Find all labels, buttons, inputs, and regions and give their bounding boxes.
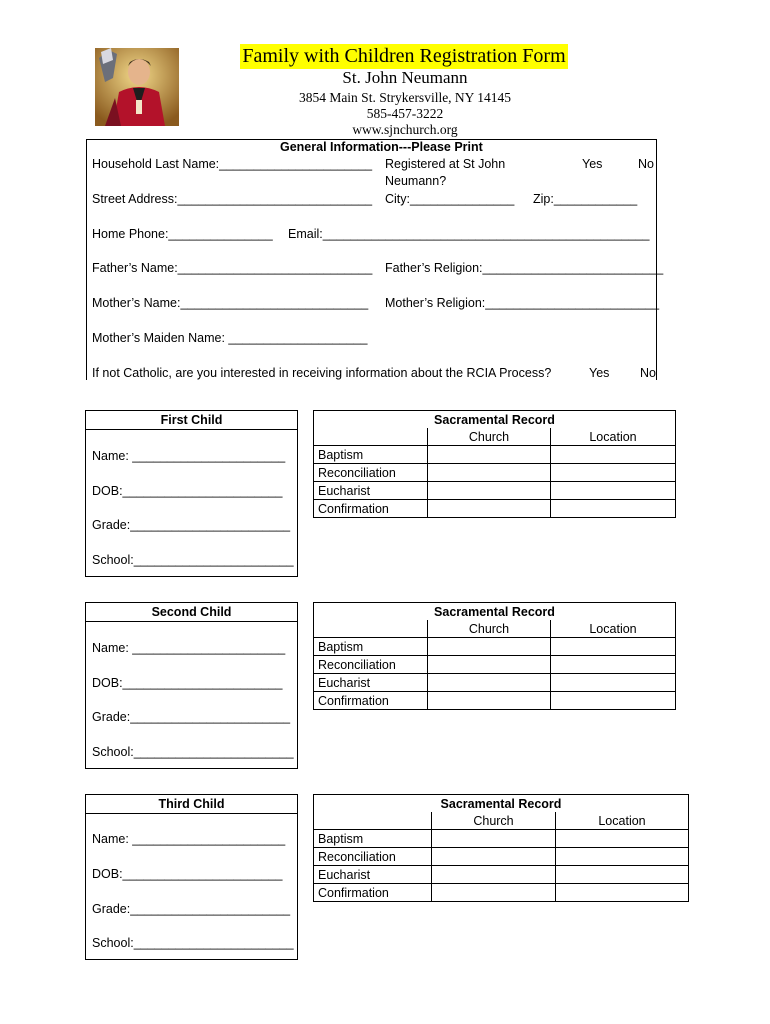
confirmation-label: Confirmation: [314, 500, 428, 518]
baptism-location-cell[interactable]: [551, 446, 676, 464]
baptism-label: Baptism: [314, 446, 428, 464]
sacrament-header-cell: [314, 620, 428, 638]
confirmation-location-cell[interactable]: [551, 500, 676, 518]
church-phone: 585-457-3222: [366, 106, 444, 121]
church-column-header: Church: [428, 620, 551, 638]
location-column-header: Location: [551, 428, 676, 446]
confirmation-church-cell[interactable]: [428, 692, 551, 710]
third-child-school-field[interactable]: School:_______________________: [92, 936, 294, 950]
sacramental-record-heading: Sacramental Record: [314, 411, 676, 429]
reconciliation-location-cell[interactable]: [556, 848, 689, 866]
first-child-name-field[interactable]: Name: ______________________: [92, 449, 286, 463]
registered-no-option[interactable]: No: [638, 157, 654, 171]
reconciliation-church-cell[interactable]: [428, 464, 551, 482]
eucharist-location-cell[interactable]: [556, 866, 689, 884]
eucharist-church-cell[interactable]: [428, 674, 551, 692]
first-child-heading: First Child: [85, 410, 298, 430]
church-column-header: Church: [432, 812, 556, 830]
church-column-header: Church: [428, 428, 551, 446]
church-name: St. John Neumann: [342, 68, 468, 87]
baptism-location-cell[interactable]: [556, 830, 689, 848]
confirmation-label: Confirmation: [314, 884, 432, 902]
first-child-dob-field[interactable]: DOB:_______________________: [92, 484, 283, 498]
third-child-name-field[interactable]: Name: ______________________: [92, 832, 286, 846]
second-child-sacramental-table: [313, 602, 676, 710]
third-child-grade-field[interactable]: Grade:_______________________: [92, 902, 291, 916]
baptism-church-cell[interactable]: [428, 446, 551, 464]
eucharist-location-cell[interactable]: [551, 482, 676, 500]
location-column-header: Location: [556, 812, 689, 830]
eucharist-label: Eucharist: [314, 866, 432, 884]
general-information-heading: General Information---Please Print: [280, 140, 483, 154]
eucharist-label: Eucharist: [314, 674, 428, 692]
baptism-church-cell[interactable]: [428, 638, 551, 656]
fathers-name-field[interactable]: Father’s Name:____________________________: [92, 261, 373, 275]
confirmation-church-cell[interactable]: [432, 884, 556, 902]
baptism-church-cell[interactable]: [432, 830, 556, 848]
eucharist-label: Eucharist: [314, 482, 428, 500]
mothers-name-field[interactable]: Mother’s Name:___________________________: [92, 296, 369, 310]
city-field[interactable]: City:_______________: [385, 192, 515, 206]
church-website: www.sjnchurch.org: [352, 122, 458, 137]
mothers-maiden-name-field[interactable]: Mother’s Maiden Name: ____________________: [92, 331, 368, 345]
reconciliation-church-cell[interactable]: [428, 656, 551, 674]
confirmation-church-cell[interactable]: [428, 500, 551, 518]
second-child-dob-field[interactable]: DOB:_______________________: [92, 676, 283, 690]
form-title: Family with Children Registration Form: [240, 44, 568, 69]
registered-question-line1: Registered at St John: [385, 157, 506, 171]
home-phone-field[interactable]: Home Phone:_______________: [92, 227, 273, 241]
first-child-sacramental-table: [313, 410, 676, 518]
rcia-yes-option[interactable]: Yes: [589, 366, 610, 380]
email-field[interactable]: Email:_______________________________________________: [288, 227, 650, 241]
sacrament-header-cell: [314, 812, 432, 830]
reconciliation-label: Reconciliation: [314, 848, 432, 866]
zip-field[interactable]: Zip:____________: [533, 192, 638, 206]
fathers-religion-field[interactable]: Father’s Religion:__________________________: [385, 261, 664, 275]
reconciliation-location-cell[interactable]: [551, 656, 676, 674]
confirmation-label: Confirmation: [314, 692, 428, 710]
location-column-header: Location: [551, 620, 676, 638]
third-child-sacramental-table: [313, 794, 689, 902]
third-child-heading: Third Child: [85, 794, 298, 814]
household-last-name-field[interactable]: Household Last Name:______________________: [92, 157, 373, 171]
third-child-dob-field[interactable]: DOB:_______________________: [92, 867, 283, 881]
confirmation-location-cell[interactable]: [556, 884, 689, 902]
sacramental-record-heading: Sacramental Record: [314, 603, 676, 621]
second-child-school-field[interactable]: School:_______________________: [92, 745, 294, 759]
rcia-no-option[interactable]: No: [640, 366, 656, 380]
mothers-religion-field[interactable]: Mother’s Religion:_________________________: [385, 296, 660, 310]
sacrament-header-cell: [314, 428, 428, 446]
registered-yes-option[interactable]: Yes: [582, 157, 603, 171]
confirmation-location-cell[interactable]: [551, 692, 676, 710]
reconciliation-label: Reconciliation: [314, 464, 428, 482]
second-child-heading: Second Child: [85, 602, 298, 622]
baptism-location-cell[interactable]: [551, 638, 676, 656]
eucharist-church-cell[interactable]: [428, 482, 551, 500]
first-child-school-field[interactable]: School:_______________________: [92, 553, 294, 567]
baptism-label: Baptism: [314, 830, 432, 848]
eucharist-church-cell[interactable]: [432, 866, 556, 884]
reconciliation-label: Reconciliation: [314, 656, 428, 674]
second-child-name-field[interactable]: Name: ______________________: [92, 641, 286, 655]
sacramental-record-heading: Sacramental Record: [314, 795, 689, 813]
registered-question-line2: Neumann?: [385, 174, 447, 188]
street-address-field[interactable]: Street Address:____________________________: [92, 192, 373, 206]
baptism-label: Baptism: [314, 638, 428, 656]
saint-portrait-image: [95, 48, 179, 126]
rcia-question: If not Catholic, are you interested in receiving information about the RCIA Process?: [92, 366, 552, 380]
second-child-grade-field[interactable]: Grade:_______________________: [92, 710, 291, 724]
reconciliation-church-cell[interactable]: [432, 848, 556, 866]
reconciliation-location-cell[interactable]: [551, 464, 676, 482]
first-child-grade-field[interactable]: Grade:_______________________: [92, 518, 291, 532]
church-address: 3854 Main St. Strykersville, NY 14145: [298, 90, 512, 105]
eucharist-location-cell[interactable]: [551, 674, 676, 692]
